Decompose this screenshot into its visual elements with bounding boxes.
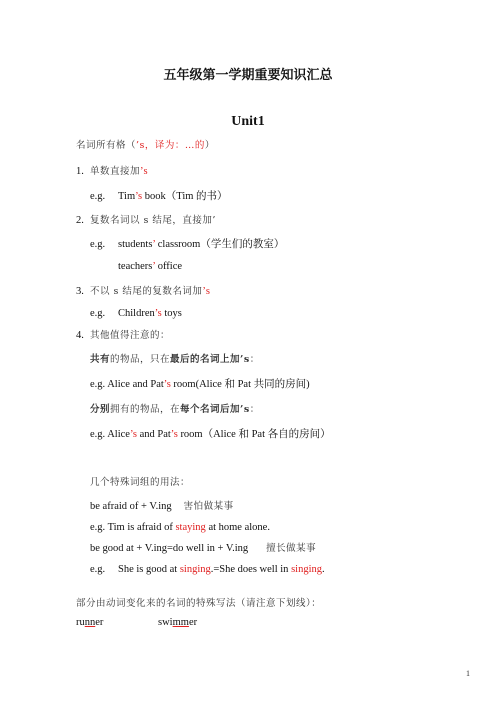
- example-5-red2: ’s: [170, 429, 178, 440]
- phrase-1-example-red: staying: [175, 522, 206, 533]
- shared-rule-end: ：: [249, 354, 260, 365]
- phrase-2-en: be good at + V.ing=do well in + V.ing: [90, 543, 249, 554]
- shared-rule: [90, 353, 260, 367]
- rule-4-num: 4.: [76, 330, 84, 341]
- example-2a: [90, 238, 284, 252]
- separate-rule-end: ：: [249, 404, 260, 415]
- separate-rule: [90, 403, 260, 417]
- word-swimmer: [158, 616, 197, 630]
- example-1-pre: Tim: [118, 191, 136, 202]
- example-2b-pre: teachers: [118, 261, 153, 272]
- phrases-heading: 几个特殊词组的用法：: [90, 477, 191, 488]
- word-swimmer-a: swi: [158, 617, 173, 628]
- example-5-post: room（Alice 和 Pat 各自的房间）: [177, 429, 331, 440]
- example-1-eg: e.g.: [90, 191, 106, 202]
- phrase-2-example: [90, 563, 325, 577]
- phrase-1-example: [90, 521, 270, 535]
- example-1: [90, 190, 228, 204]
- shared-rule-mid: 的物品，只在: [110, 354, 171, 365]
- rule-1-text: 单数直接加: [90, 166, 141, 177]
- rule-2-text: 复数名词以 s 结尾，直接加’: [90, 215, 216, 226]
- example-3-pre: Children: [118, 308, 155, 319]
- example-3-eg: e.g.: [90, 308, 106, 319]
- phrase-1-example-pre: e.g. Tim is afraid of: [90, 522, 176, 533]
- example-4-post: room(Alice 和 Pat 共同的房间): [170, 379, 310, 390]
- word-runner: [76, 616, 103, 630]
- separate-rule-mid: 拥有的物品，在: [110, 404, 181, 415]
- example-5-red1: ’s: [129, 429, 137, 440]
- example-2a-pre: students: [118, 239, 153, 250]
- example-2b-post: office: [155, 261, 183, 272]
- word-runner-a: ru: [76, 617, 85, 628]
- example-4-red: ’s: [163, 379, 171, 390]
- example-3-post: toys: [161, 308, 182, 319]
- example-1-red: ’s: [135, 191, 143, 202]
- separate-rule-bold1: 分别: [90, 404, 111, 415]
- phrase-2-cn: 擅长做某事: [266, 543, 317, 554]
- possessive-heading: [76, 139, 215, 153]
- example-5-mid: and Pat: [136, 429, 171, 440]
- phrase-2-example-eg: e.g.: [90, 564, 106, 575]
- word-swimmer-b: mm: [172, 617, 189, 628]
- shared-rule-bold1: 共有: [90, 354, 111, 365]
- possessive-heading-pre: 名词所有格（: [76, 140, 137, 151]
- example-5: [90, 428, 331, 442]
- word-runner-c: er: [95, 617, 104, 628]
- example-1-post: book（Tim 的书）: [142, 191, 228, 202]
- example-2b-red: ’: [152, 261, 156, 272]
- phrase-1-example-post: at home alone.: [205, 522, 270, 533]
- example-3: [90, 307, 182, 321]
- rule-2: [76, 214, 216, 228]
- phrase-1-cn: 害怕做某事: [183, 501, 234, 512]
- phrase-2-example-red2: singing: [291, 564, 322, 575]
- rule-3-text: 不以 s 结尾的复数名词加: [90, 286, 203, 297]
- example-2a-post: classroom（学生们的教室）: [155, 239, 285, 250]
- unit-heading: Unit1: [231, 114, 265, 129]
- rule-4: [76, 329, 170, 343]
- phrase-2-example-pre: She is good at: [118, 564, 180, 575]
- possessive-heading-post: ）: [204, 140, 215, 151]
- rule-3: [76, 285, 210, 299]
- rule-2-num: 2.: [76, 215, 84, 226]
- rule-3-num: 3.: [76, 286, 84, 297]
- phrase-2-example-mid: .=She does well in: [210, 564, 292, 575]
- word-swimmer-c: er: [188, 617, 198, 628]
- rule-3-red: ’s: [202, 286, 211, 297]
- separate-rule-bold2: 每个名词后加’s: [180, 404, 250, 415]
- phrase-2-example-red1: singing: [179, 564, 211, 575]
- example-4: [90, 378, 310, 392]
- rule-1-num: 1.: [76, 166, 84, 177]
- word-runner-b: nn: [84, 617, 96, 628]
- phrase-1: [90, 500, 234, 514]
- example-3-red: ’s: [154, 308, 162, 319]
- example-2b: [118, 260, 182, 274]
- rule-1: [76, 165, 148, 179]
- phrase-2-example-post: .: [321, 564, 325, 575]
- phrase-2: [90, 542, 316, 556]
- shared-rule-bold2: 最后的名词上加’s: [170, 354, 250, 365]
- example-2a-red: ’: [152, 239, 156, 250]
- rule-1-red: ’s: [140, 166, 148, 177]
- possessive-heading-red: ’s，译为：…的: [136, 140, 205, 151]
- page-title: 五年级第一学期重要知识汇总: [163, 67, 333, 82]
- example-2a-eg: e.g.: [90, 239, 106, 250]
- rule-4-text: 其他值得注意的：: [90, 330, 171, 341]
- nouns-heading: 部分由动词变化来的名词的特殊写法（请注意下划线）：: [76, 598, 322, 609]
- example-5-pre: e.g. Alice: [90, 429, 130, 440]
- example-4-pre: e.g. Alice and Pat: [90, 379, 164, 390]
- page-number: 1: [466, 669, 470, 678]
- phrase-1-en: be afraid of + V.ing: [90, 501, 172, 512]
